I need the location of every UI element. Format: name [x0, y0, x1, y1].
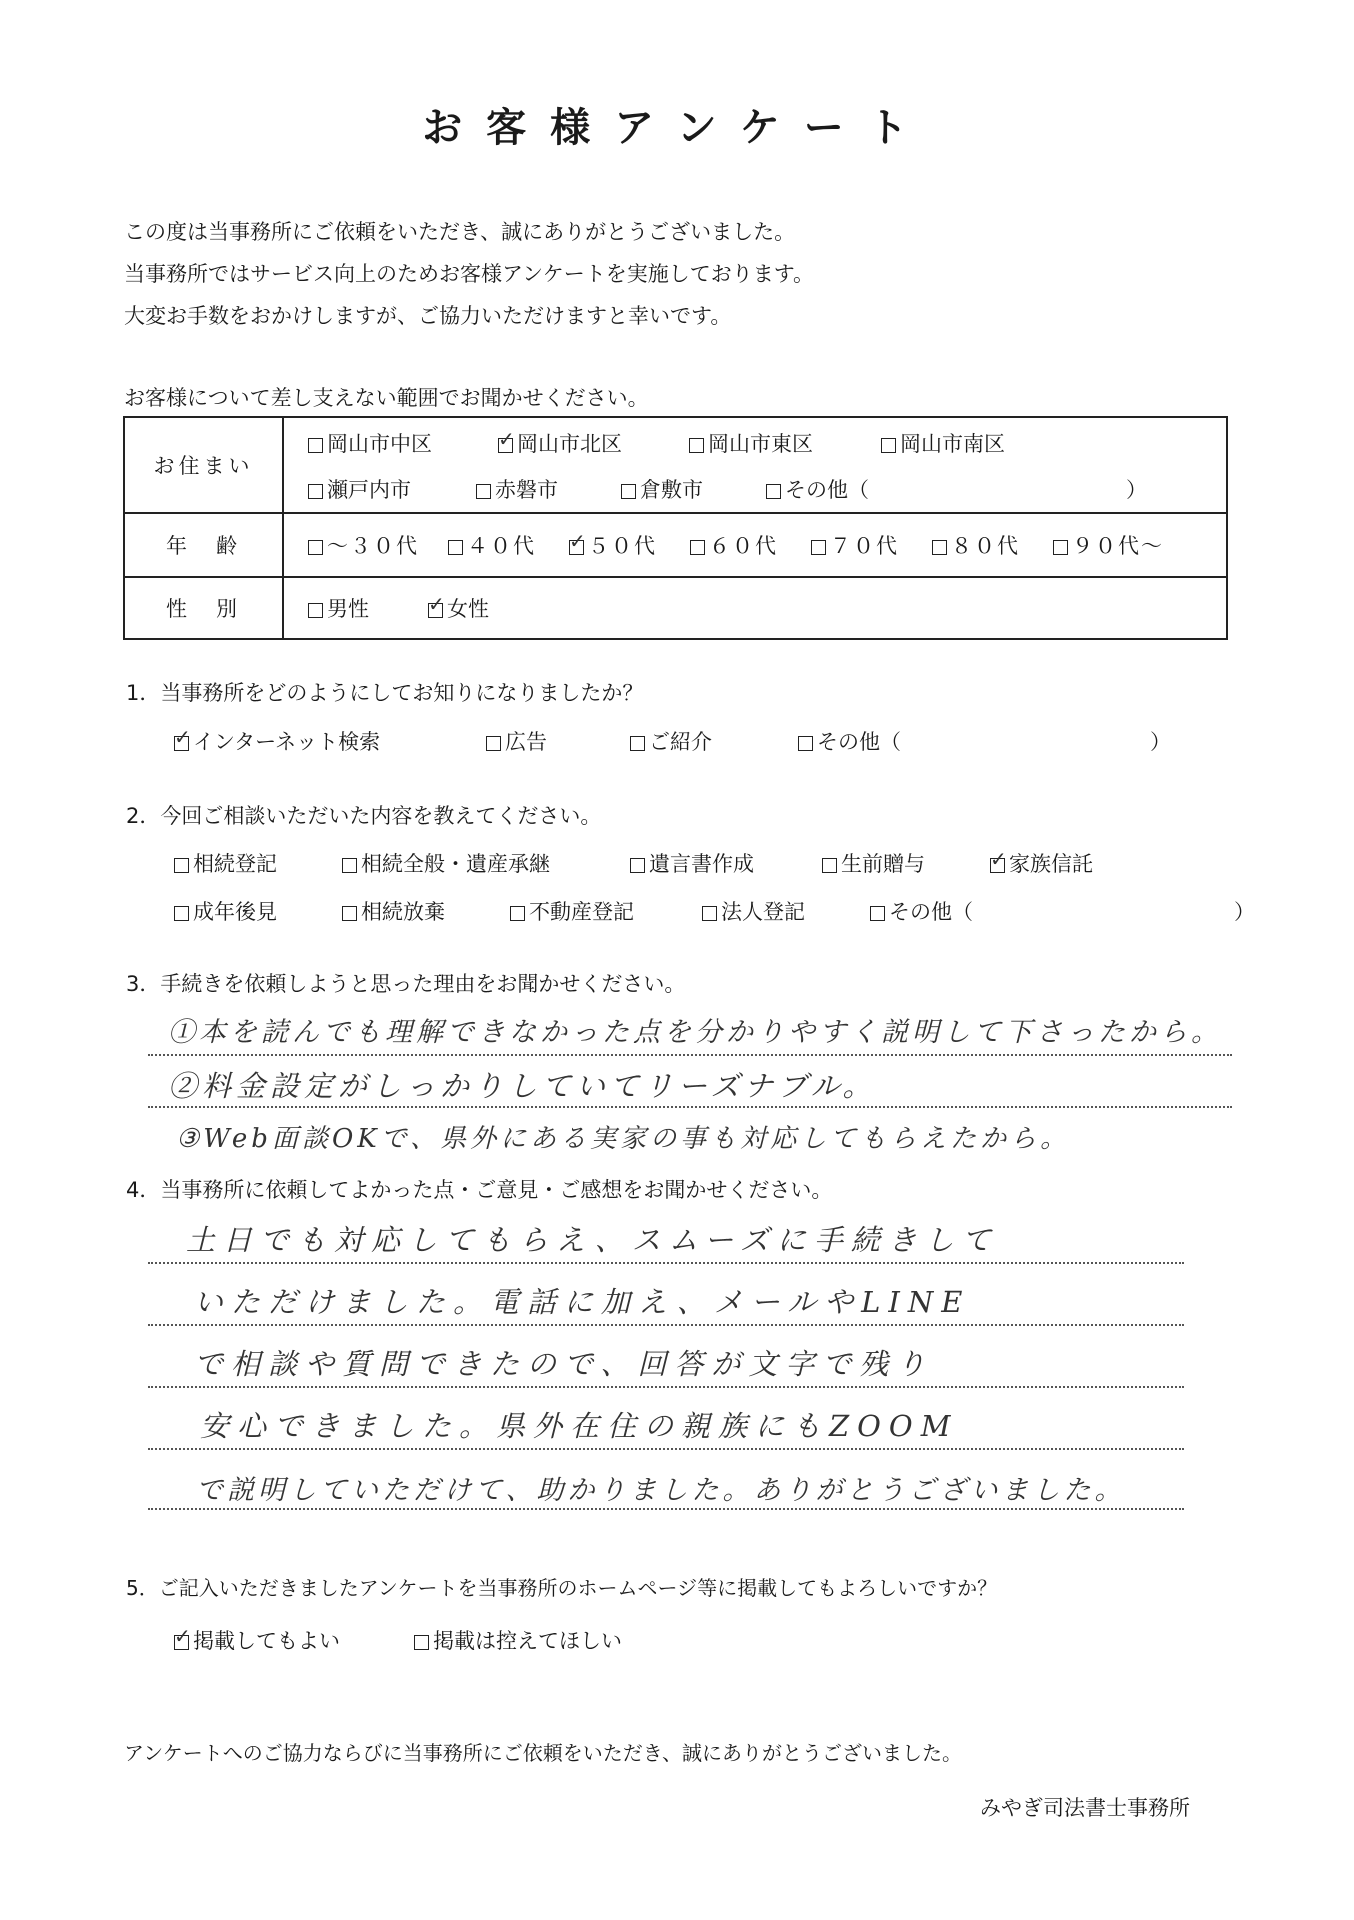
q4-answer-line: 土日でも対応してもらえ、スムーズに手続きして	[186, 1223, 999, 1257]
gender-label: 性 別	[124, 577, 283, 639]
q1-option[interactable]: 広告	[486, 726, 630, 756]
checkbox[interactable]	[870, 906, 885, 921]
q2-option[interactable]: 生前贈与	[822, 848, 990, 878]
checkbox[interactable]	[510, 906, 525, 921]
q2-option[interactable]: 相続全般・遺産承継	[342, 848, 630, 878]
checkbox[interactable]	[811, 540, 826, 555]
checkbox[interactable]	[1053, 540, 1068, 555]
checkbox-checked[interactable]	[174, 1635, 189, 1650]
checkbox[interactable]	[881, 438, 896, 453]
page-title: お客様アンケート	[422, 105, 932, 151]
answer-dotted-line	[148, 1262, 1184, 1264]
checkbox[interactable]	[308, 438, 323, 453]
q4-answer-line: 安心できました。県外在住の親族にもZOOM	[200, 1409, 959, 1443]
checkbox[interactable]	[689, 438, 704, 453]
checkbox[interactable]	[798, 736, 813, 751]
age-option[interactable]: ✓ ５０代	[569, 530, 690, 560]
q5-options	[174, 1625, 622, 1655]
age-option[interactable]: ６０代	[690, 530, 811, 560]
q1-option[interactable]: ご紹介	[630, 726, 798, 756]
q2-option[interactable]: 遺言書作成	[630, 848, 822, 878]
age-option[interactable]: ８０代	[932, 530, 1053, 560]
closing-message: アンケートへのご協力ならびに当事務所にご依頼をいただき、誠にありがとうございました。	[124, 1741, 962, 1765]
question-4: 4．当事務所に依頼してよかった点・ご意見・ご感想をお聞かせください。	[126, 1178, 833, 1202]
residence-option[interactable]: 倉敷市	[621, 474, 766, 504]
firm-name: みやぎ司法書士事務所	[980, 1796, 1190, 1820]
q4-answer-line: で説明していただけて、助かりました。ありがとうございました。	[196, 1475, 1126, 1506]
checkbox[interactable]	[174, 906, 189, 921]
checkbox[interactable]	[690, 540, 705, 555]
q4-answer-line: で相談や質問できたので、回答が文字で残り	[194, 1347, 934, 1381]
answer-dotted-line	[148, 1324, 1184, 1326]
paren-close: ）	[1234, 900, 1255, 924]
answer-dotted-line	[148, 1448, 1184, 1450]
q2-option[interactable]: 相続放棄	[342, 896, 510, 926]
q3-answer-line: ②料金設定がしっかりしていてリーズナブル。	[168, 1069, 877, 1103]
q2-option[interactable]: 不動産登記	[510, 896, 702, 926]
q4-answer-line: いただけました。電話に加え、メールやLINE	[194, 1285, 971, 1319]
q2-option[interactable]: 法人登記	[702, 896, 870, 926]
intro-line: 当事務所ではサービス向上のためお客様アンケートを実施しております。	[124, 262, 815, 286]
paren-close: ）	[1150, 730, 1171, 754]
checkbox[interactable]	[630, 736, 645, 751]
residence-option[interactable]: 岡山市南区	[881, 428, 1005, 458]
checkbox-checked[interactable]	[990, 858, 1005, 873]
residence-option[interactable]: 瀬戸内市	[308, 474, 476, 504]
question-5: 5．ご記入いただきましたアンケートを当事務所のホームページ等に掲載してもよろしいですか？	[126, 1576, 998, 1600]
checkbox[interactable]	[174, 858, 189, 873]
q2-option[interactable]: 成年後見	[174, 896, 342, 926]
checkbox[interactable]	[702, 906, 717, 921]
age-option[interactable]: ９０代～	[1053, 530, 1164, 560]
answer-dotted-line	[148, 1106, 1232, 1108]
q5-option[interactable]: 掲載は控えてほしい	[414, 1625, 622, 1655]
age-option[interactable]: ７０代	[811, 530, 932, 560]
checkbox[interactable]	[308, 603, 323, 618]
checkbox[interactable]	[308, 484, 323, 499]
profile-heading: お客様について差し支えない範囲でお聞かせください。	[124, 386, 649, 410]
question-3: 3．手続きを依頼しようと思った理由をお聞かせください。	[126, 972, 686, 996]
q2-options-row1	[174, 848, 1093, 878]
intro-line: 大変お手数をおかけしますが、ご協力いただけますと幸いです。	[124, 304, 732, 328]
question-1: 1．当事務所をどのようにしてお知りになりましたか？	[126, 681, 644, 705]
q1-option[interactable]: ✓インターネット検索	[174, 726, 486, 756]
checkbox-checked[interactable]	[498, 438, 513, 453]
age-label: 年 齢	[124, 513, 283, 577]
checkbox[interactable]	[342, 858, 357, 873]
checkbox[interactable]	[414, 1635, 429, 1650]
q1-options	[174, 726, 1171, 756]
checkbox-checked[interactable]	[569, 540, 584, 555]
residence-option[interactable]: 岡山市中区	[308, 428, 498, 458]
q2-option-other[interactable]: その他（	[870, 896, 1234, 926]
residence-option-other[interactable]: その他（	[766, 474, 1126, 504]
q5-option[interactable]: ✓掲載してもよい	[174, 1625, 414, 1655]
checkbox[interactable]	[822, 858, 837, 873]
q2-option[interactable]: 相続登記	[174, 848, 342, 878]
checkbox[interactable]	[308, 540, 323, 555]
checkbox[interactable]	[932, 540, 947, 555]
intro-line: この度は当事務所にご依頼をいただき、誠にありがとうございました。	[124, 220, 796, 244]
q2-option[interactable]: ✓ 家族信託	[990, 848, 1093, 878]
customer-info-table	[123, 416, 1228, 640]
answer-dotted-line	[148, 1386, 1184, 1388]
checkbox[interactable]	[476, 484, 491, 499]
question-2: 2．今回ご相談いただいた内容を教えてください。	[126, 804, 602, 828]
residence-option[interactable]: ✓ 岡山市北区	[498, 428, 689, 458]
checkbox-checked[interactable]	[428, 603, 443, 618]
q3-answer-line: ③Web面談OKで、県外にある実家の事も対応してもらえたから。	[176, 1124, 1071, 1154]
checkbox[interactable]	[621, 484, 636, 499]
q2-options-row2	[174, 896, 1255, 926]
age-option[interactable]: ～３０代	[308, 530, 448, 560]
checkbox[interactable]	[486, 736, 501, 751]
answer-dotted-line	[148, 1054, 1232, 1056]
checkbox[interactable]	[766, 484, 781, 499]
gender-option[interactable]: 男性	[308, 593, 428, 623]
q3-answer-line: ①本を読んでも理解できなかった点を分かりやすく説明して下さったから。	[168, 1017, 1222, 1048]
age-option[interactable]: ４０代	[448, 530, 569, 560]
answer-dotted-line	[148, 1508, 1184, 1510]
residence-option[interactable]: 岡山市東区	[689, 428, 881, 458]
residence-option[interactable]: 赤磐市	[476, 474, 621, 504]
checkbox[interactable]	[448, 540, 463, 555]
checkbox[interactable]	[342, 906, 357, 921]
residence-label: お住まい	[124, 417, 283, 513]
paren-close: ）	[1126, 478, 1147, 502]
checkbox-checked[interactable]	[174, 736, 189, 751]
gender-option[interactable]: ✓ 女性	[428, 593, 489, 623]
checkbox[interactable]	[630, 858, 645, 873]
q1-option-other[interactable]: その他（	[798, 726, 1150, 756]
